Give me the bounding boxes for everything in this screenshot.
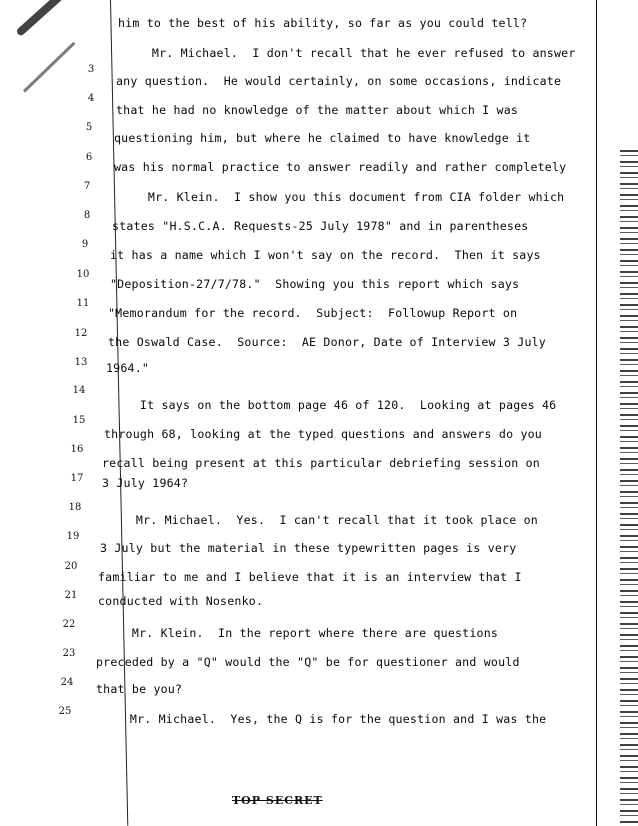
left-margin-rule: [110, 0, 128, 826]
line-number: 24: [60, 677, 74, 688]
line-number: 6: [85, 152, 93, 163]
line-number: 8: [83, 210, 91, 221]
transcript-line: 3 July 1964?: [102, 476, 189, 490]
transcript-line: that he had no knowledge of the matter about which I was: [116, 103, 519, 117]
transcript-line: familiar to me and I believe that it is an interview that I: [98, 570, 522, 584]
transcript-line: Mr. Michael. Yes, the Q is for the question and I was the: [94, 712, 547, 726]
line-number: 25: [58, 706, 72, 717]
line-number: 10: [76, 269, 90, 280]
transcript-line: Mr. Klein. I show you this document from CIA folder which: [112, 190, 565, 204]
line-number: 19: [66, 531, 80, 542]
line-number: 5: [85, 122, 93, 133]
transcript-line: preceded by a "Q" would the "Q" be for questioner and would: [96, 655, 520, 669]
line-number: 16: [70, 444, 84, 455]
transcript-line: Mr. Michael. I don't recall that he ever refused to answer: [116, 46, 576, 60]
transcript-line: Mr. Michael. Yes. I can't recall that it took place on: [100, 513, 538, 527]
transcript-line: 3 July but the material in these typewritten pages is very: [100, 541, 517, 555]
line-number: 21: [64, 590, 78, 601]
line-number: 14: [72, 385, 86, 396]
line-number: 15: [72, 415, 86, 426]
line-number: 13: [74, 357, 88, 368]
transcript-line: recall being present at this particular debriefing session on: [102, 456, 540, 470]
transcript-line: was his normal practice to answer readily and rather completely: [114, 160, 567, 174]
transcript-line: him to the best of his ability, so far as you could tell?: [118, 16, 528, 30]
line-number: 17: [70, 473, 84, 484]
transcript-line: that be you?: [96, 682, 183, 696]
line-number: 4: [87, 93, 95, 104]
line-number: 11: [76, 298, 90, 309]
transcript-line: "Memorandum for the record. Subject: Followup Report on: [108, 306, 518, 320]
transcript-line: through 68, looking at the typed questions and answers do you: [104, 427, 542, 441]
page-edge-noise: [620, 150, 638, 826]
transcript-line: the Oswald Case. Source: AE Donor, Date of Interview 3 July: [108, 335, 546, 349]
transcript-line: it has a name which I won't say on the record. Then it says: [110, 248, 541, 262]
margin-scribble: [15, 0, 92, 37]
transcript-line: "Deposition-27/7/78." Showing you this report which says: [110, 277, 520, 291]
line-number: 9: [81, 239, 89, 250]
transcript-line: questioning him, but where he claimed to have knowledge it: [114, 131, 531, 145]
line-number: 23: [62, 648, 76, 659]
transcript-line: 1964.": [106, 361, 150, 375]
transcript-line: It says on the bottom page 46 of 120. Looking at pages 46: [104, 398, 557, 412]
line-number: 3: [87, 64, 95, 75]
line-number: 20: [64, 561, 78, 572]
line-number: 18: [68, 502, 82, 513]
transcript-line: conducted with Nosenko.: [98, 594, 264, 608]
transcript-line: Mr. Klein. In the report where there are questions: [96, 626, 499, 640]
transcript-line: states "H.S.C.A. Requests-25 July 1978" and in parentheses: [112, 219, 529, 233]
margin-scribble-mark: [23, 42, 75, 93]
transcript-line: any question. He would certainly, on some occasions, indicate: [116, 74, 562, 88]
line-number: 7: [83, 181, 91, 192]
line-number: 22: [62, 619, 76, 630]
line-number: 12: [74, 328, 88, 339]
right-margin-rule: [596, 0, 597, 826]
classification-stamp: TOP SECRET: [232, 794, 323, 807]
